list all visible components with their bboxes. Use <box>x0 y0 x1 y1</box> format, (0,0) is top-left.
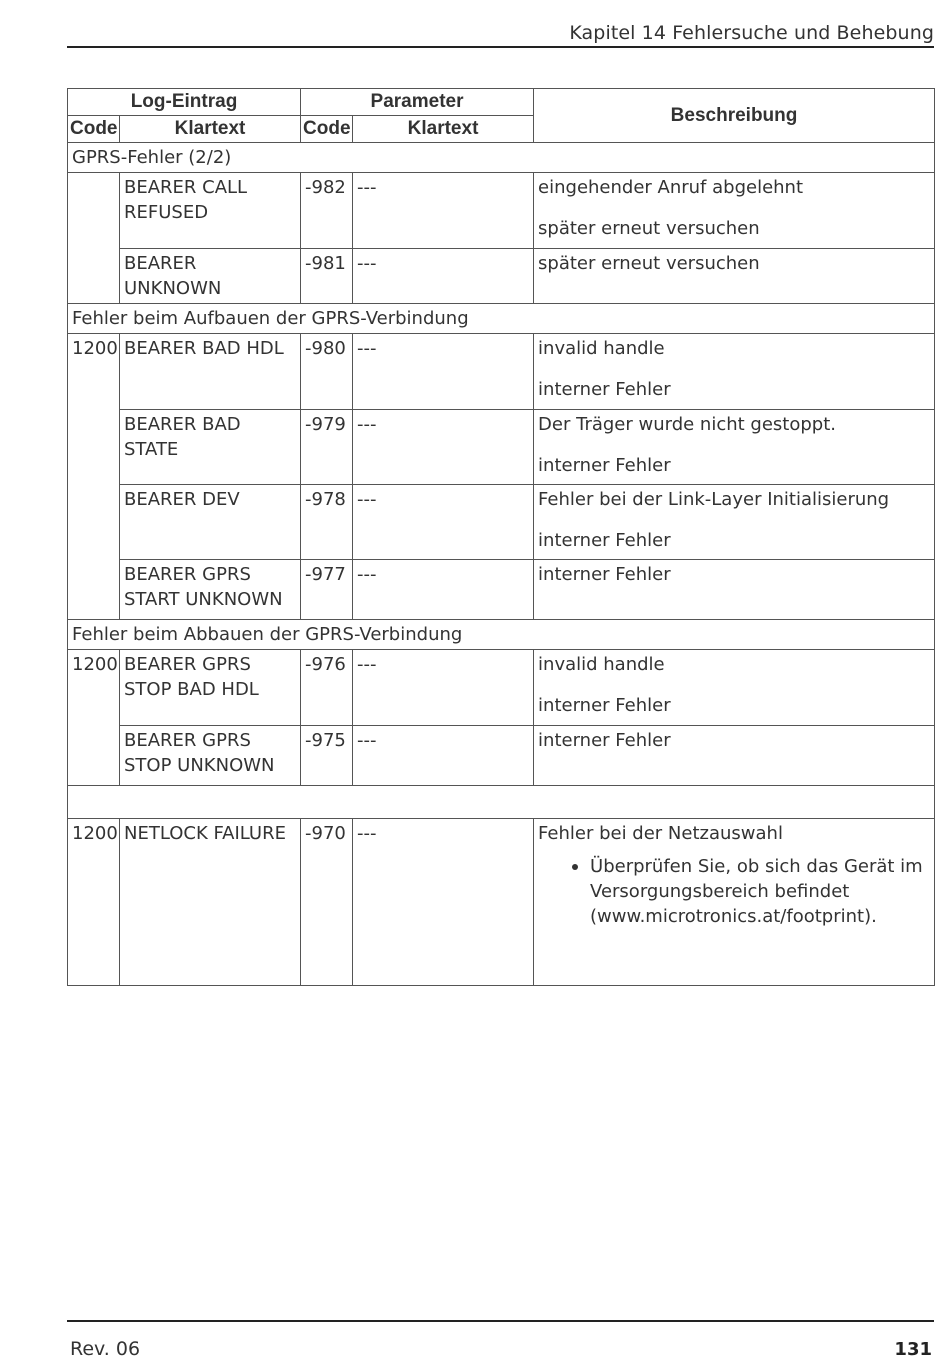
header-divider <box>67 46 934 48</box>
param-klartext-cell: --- <box>353 249 534 304</box>
table-row <box>68 650 935 726</box>
log-klartext-cell: BEARER GPRS STOP UNKNOWN <box>120 726 301 786</box>
col-param-code: Code <box>301 116 353 143</box>
param-code-cell: -970 <box>301 819 353 986</box>
description-cell <box>534 560 935 620</box>
param-klartext-cell: --- <box>353 173 534 249</box>
description-line: interner Fehler <box>538 695 671 716</box>
log-klartext-cell: BEARER GPRS START UNKNOWN <box>120 560 301 620</box>
description-line: Der Träger wurde nicht gestoppt. <box>538 414 836 435</box>
error-table <box>67 88 935 986</box>
param-klartext-cell: --- <box>353 726 534 786</box>
table-row <box>68 173 935 249</box>
bullet-item: Überprüfen Sie, ob sich das Gerät im Versorgungsbereich befindet (www.microtronics.at/footprint). <box>590 854 930 929</box>
param-klartext-cell: --- <box>353 485 534 560</box>
param-klartext-cell: --- <box>353 410 534 485</box>
param-code-cell: -982 <box>301 173 353 249</box>
col-parameter: Parameter <box>301 89 534 116</box>
table-row <box>68 560 935 620</box>
table-row <box>68 249 935 304</box>
log-klartext-cell: NETLOCK FAILURE <box>120 819 301 986</box>
param-klartext-cell: --- <box>353 334 534 410</box>
section-row <box>68 143 935 173</box>
description-line: Fehler bei der Netzauswahl <box>538 823 783 844</box>
description-line: später erneut versuchen <box>538 253 760 274</box>
bullet-list <box>538 854 930 929</box>
description-cell <box>534 249 935 304</box>
param-klartext-cell: --- <box>353 819 534 986</box>
empty-row <box>68 786 935 819</box>
param-code-cell: -979 <box>301 410 353 485</box>
description-cell <box>534 410 935 485</box>
section-row <box>68 304 935 334</box>
description-line: interner Fehler <box>538 455 671 476</box>
param-klartext-cell: --- <box>353 560 534 620</box>
page-number: 131 <box>894 1339 932 1360</box>
header-row-1 <box>68 89 935 116</box>
log-klartext-cell: BEARER GPRS STOP BAD HDL <box>120 650 301 726</box>
log-klartext-cell: BEARER UNKNOWN <box>120 249 301 304</box>
empty-cell <box>68 786 935 819</box>
description-cell <box>534 334 935 410</box>
param-code-cell: -975 <box>301 726 353 786</box>
section-teardown-errors: Fehler beim Abbauen der GPRS-Verbindung <box>68 620 935 650</box>
description-cell <box>534 650 935 726</box>
log-klartext-cell: BEARER CALL REFUSED <box>120 173 301 249</box>
table-row <box>68 485 935 560</box>
description-line: interner Fehler <box>538 530 671 551</box>
param-code-cell: -976 <box>301 650 353 726</box>
log-code-cell: 1200 <box>68 819 120 986</box>
log-klartext-cell: BEARER BAD HDL <box>120 334 301 410</box>
description-line: Fehler bei der Link-Layer Initialisierung <box>538 489 890 510</box>
section-row <box>68 620 935 650</box>
table-row <box>68 726 935 786</box>
param-code-cell: -980 <box>301 334 353 410</box>
section-setup-errors: Fehler beim Aufbauen der GPRS-Verbindung <box>68 304 935 334</box>
description-line: invalid handle <box>538 338 665 359</box>
section-gprs-errors: GPRS-Fehler (2/2) <box>68 143 935 173</box>
log-code-cell <box>68 173 120 304</box>
description-line: interner Fehler <box>538 564 671 585</box>
col-log-klartext: Klartext <box>120 116 301 143</box>
col-param-klartext: Klartext <box>353 116 534 143</box>
col-log-entry: Log-Eintrag <box>68 89 301 116</box>
col-log-code: Code <box>68 116 120 143</box>
description-line: invalid handle <box>538 654 665 675</box>
description-line: interner Fehler <box>538 379 671 400</box>
log-code-cell: 1200 <box>68 650 120 786</box>
chapter-title: Kapitel 14 Fehlersuche und Behebung <box>569 22 934 44</box>
description-cell <box>534 485 935 560</box>
col-description: Beschreibung <box>534 89 935 143</box>
description-cell <box>534 726 935 786</box>
table-row <box>68 334 935 410</box>
description-line: eingehender Anruf abgelehnt <box>538 177 804 198</box>
param-klartext-cell: --- <box>353 650 534 726</box>
param-code-cell: -978 <box>301 485 353 560</box>
footer-divider <box>67 1320 934 1322</box>
description-cell <box>534 173 935 249</box>
log-klartext-cell: BEARER DEV <box>120 485 301 560</box>
log-code-cell: 1200 <box>68 334 120 620</box>
table-row <box>68 410 935 485</box>
description-line: interner Fehler <box>538 730 671 751</box>
param-code-cell: -981 <box>301 249 353 304</box>
param-code-cell: -977 <box>301 560 353 620</box>
description-line: später erneut versuchen <box>538 218 760 239</box>
log-klartext-cell: BEARER BAD STATE <box>120 410 301 485</box>
table-row <box>68 819 935 986</box>
revision-label: Rev. 06 <box>70 1338 141 1360</box>
description-cell <box>534 819 935 986</box>
